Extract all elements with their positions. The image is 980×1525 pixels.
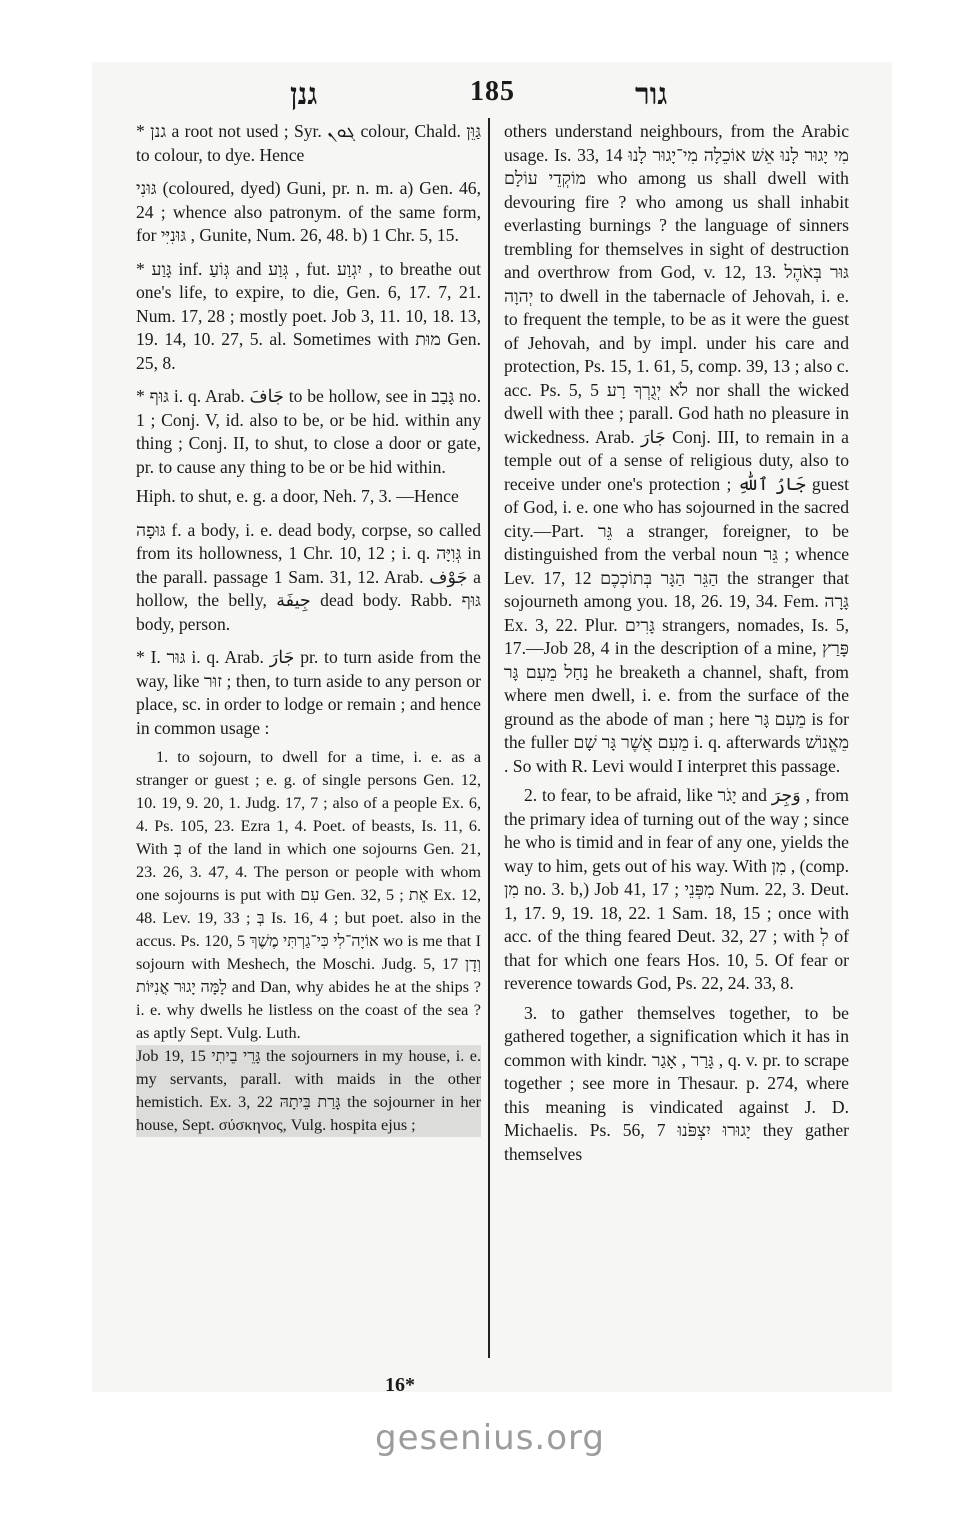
header-left-word: גנן — [290, 78, 318, 111]
sense-1-text: 1. to sojourn, to dwell for a time, i. e. as a stranger or guest ; e. g. of single persons Gen. 12, 10. 19, 9. 20, 1. Judg. 17, 7 ; also of a people Ex. 6, 4. Ps. 105, 23. Ezra 1, 4. Poet. of beasts, Is. 11, 6. With בְּ of the land in which one sojourns Gen. 21, 23. 26, 3. 47, 4. The person or people with whom one sojourns is put with עִם Gen. 32, 5 ; אֵת Ex. 12, 48. Lev. 19, 33 ; בְּ Is. 16, 4 ; but poet. also in the accus. Ps. 120, 5 אוֹיָה־לִי כִּי־גַרְתִּי מֶשֶׁךְ wo is me that I sojourn with Meshech, the Moschi. Judg. 5, 17 וְדָן לָמָּה יָגוּר אֳנִיּוֹת and Dan, why abides he at the ships ? i. e. why dwells he listless on the coast of the sea ? as aptly Sept. Vulg. Luth. — [136, 748, 482, 1042]
page-number: 185 — [470, 76, 515, 107]
entry-guph: * גּוּף i. q. Arab. جَافَ to be hollow, see in גָּבַב no. 1 ; Conj. V, id. also to be, or be hid. within any thing ; Conj. II, to shut, to close a door or gate, pr. to cause any thing to be or be hid within. — [136, 386, 481, 477]
entry-gava: * גָּוַע inf. גְּוֹעַ and גְּוַע , fut. יִגְוַע , to breathe out one's life, to expire, to die, Gen. 6, 17. 7, 21. Num. 17, 28 ; mostly poet. Job 3, 11. 10, 18. 13, 19. 14, 10. 27, 5. al. Sometimes with מוּת Gen. 25, 8. — [136, 258, 482, 373]
page-header — [130, 74, 850, 114]
entry-guni: גּוּנִי (coloured, dyed) Guni, pr. n. m. a) Gen. 46, 24 ; whence also patronym. of the same form, for גּוּנִיִּי , Gunite, Num. 26, 48. b) 1 Chr. 5, 15. — [136, 178, 481, 245]
signature-mark: 16* — [385, 1374, 415, 1396]
site-watermark: gesenius.org — [375, 1418, 605, 1458]
sense-1-highlighted-text: Job 19, 15 גָּרֵי בֵיתִי the sojourners in my house, i. e. my servants, parall. with maids in the other hemistich. Ex. 3, 22 גָּרַת בֵּיתָהּ the sojourner in her house, Sept. σύσκηνος, Vulg. hospita ejus ; — [136, 1045, 481, 1137]
entry-hiphil: Hiph. to shut, e. g. a door, Neh. 7, 3. —Hence — [136, 486, 459, 506]
header-right-word: גור — [635, 78, 668, 111]
right-column — [504, 120, 849, 1172]
left-column — [136, 120, 481, 1137]
entry-gur: * I. גּוּר i. q. Arab. جَارَ pr. to turn aside from the way, like זוּר ; then, to turn aside to any person or place, sc. in order to lodge or remain ; and hence in common usage : — [136, 647, 481, 738]
column-divider — [488, 118, 490, 1358]
entry-guphah: גּוּפָה f. a body, i. e. dead body, corpse, so called from its hollowness, 1 Chr. 10, 12 ; i. q. גְּוִיָּה in the parall. passage 1 Sam. 31, 12. Arab. جَوْف a hollow, the belly, جِيفَة dead body. Rabb. גּוּף body, person. — [136, 519, 481, 634]
paragraph-sense-3: 3. to gather themselves together, to be gathered together, a signification which it has in common with kindr. גָּרַר , אָגַר , q. v. pr. to scrape together ; see more in Thesaur. p. 274, where this meaning is vindicated against J. D. Michaelis. Ps. 56, 7 יָגוּרוּ יִצְפֹּנוּ they gather themselves — [504, 1002, 850, 1164]
paragraph-continuation: others understand neighbours, from the Arabic usage. Is. 33, 14 מִי יָגוּר לָנוּ אֵשׁ אוֹכֵלָה מִי־יָגוּר לָנוּ מוֹקְדֵי עוֹלָם who among us shall dwell with devouring fire ? who among us shall inhabit everlasting burnings ? the language of sinners trembling for themselves in sight of destruction and overthrow from God, v. 12, 13. גּוּר בְּאֹהֶל יְהוָה to dwell in the tabernacle of Jehovah, i. e. to frequent the temple, to be as it were the guest of Jehovah, and by impl. under his care and protection, Ps. 15, 1. 61, 5, comp. 39, 13 ; also c. acc. Ps. 5, 5 לֹא יְגֻרְךָ רָע nor shall the wicked dwell with thee ; parall. God hath no pleasure in wickedness. Arab. جَارَ Conj. III, to remain in a temple out of a sense of religious duty, also to receive under one's protection ; جَارُ ٱللّٰهِ guest of God, i. e. one who has sojourned in the sacred city.—Part. גֵּר a stranger, foreigner, to be distinguished from the verbal noun גֵּר ; whence Lev. 17, 12 הַגֵּר הַגָּר בְּתוֹכְכֶם the stranger that sojourneth among you. 18, 26. 19, 34. Fem. גָּרָה Ex. 3, 22. Plur. גָּרִים strangers, nomades, Is. 5, 17.—Job 28, 4 in the description of a mine, פָּרַץ נַחַל מֵעִם גָּר he breaketh a channel, shaft, from where men dwell, i. e. from the surface of the ground as the abode of man ; here מֵעִם גָּר is for the fuller מֵעִם אֲשֶׁר גָּר שָׁם i. q. afterwards מֵאֱנוֹשׁ . So with R. Levi would I interpret this passage. — [504, 121, 850, 776]
entry-ganan: * גנן a root not used ; Syr. ܓܘܢ colour, Chald. גַּוֵּן to colour, to dye. Hence — [136, 121, 481, 165]
paragraph-sense-2: 2. to fear, to be afraid, like יָגֹר and وَجِرَ , from the primary idea of turning out of the way ; since he who is timid and in fear of any one, yields the way to him, gets out of his way. With מִן , (comp. מִן no. 3. b,) Job 41, 17 ; מִפְּנֵי Num. 22, 3. Deut. 1, 17. 9, 19. 18, 22. 1 Sam. 18, 15 ; once with acc. of the thing feared Deut. 32, 27 ; with לְ of that for which one fears Hos. 10, 5. Of fear or reverence towards God, Ps. 22, 24. 33, 8. — [504, 785, 849, 993]
